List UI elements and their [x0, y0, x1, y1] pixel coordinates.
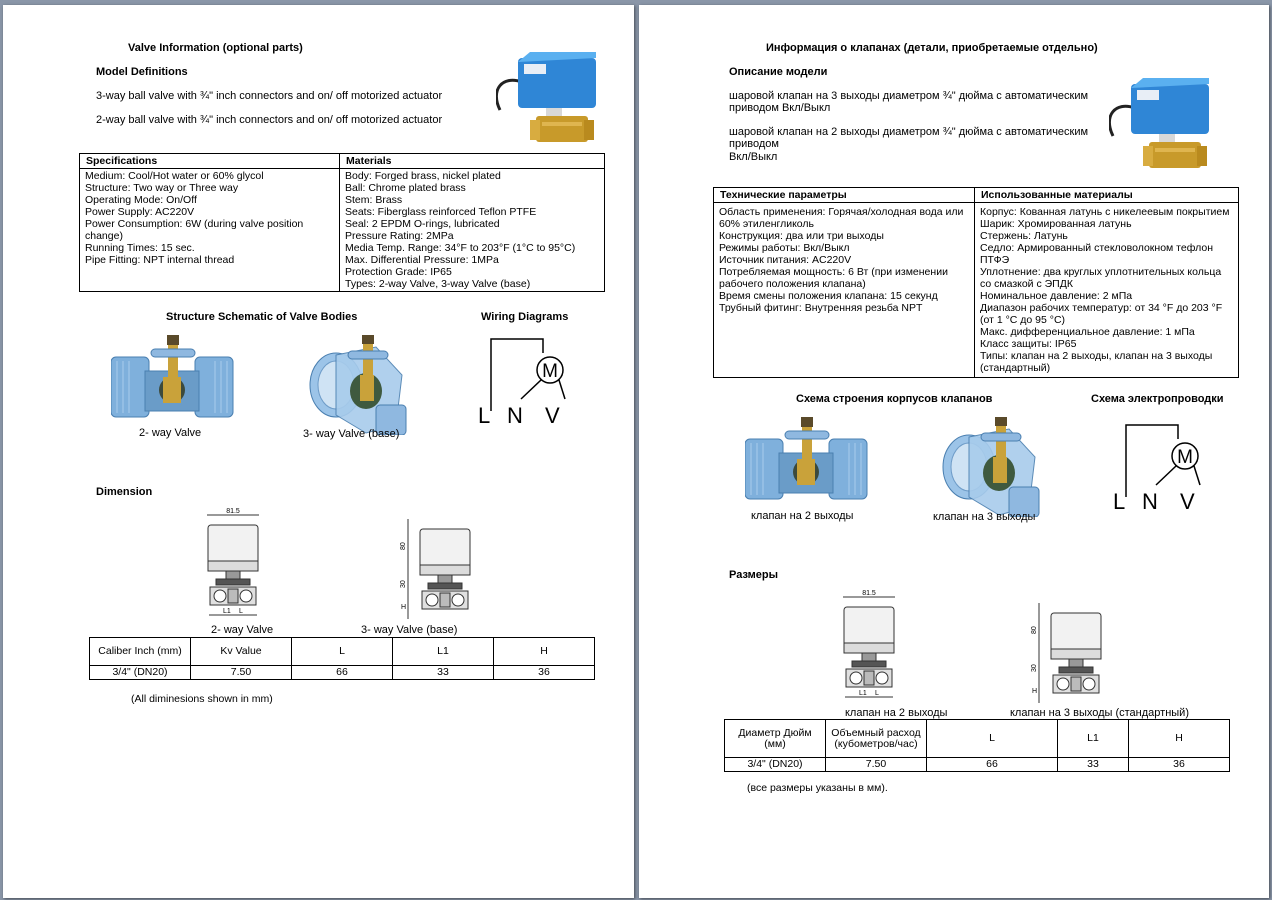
model-line: шаровой клапан на 3 выходы диаметром ¾" дюйма с автоматическим: [729, 90, 1089, 102]
material-item: Pressure Rating: 2MPa: [345, 230, 454, 242]
three-way-valve-image: [306, 335, 410, 435]
dimension-heading: Размеры: [729, 569, 779, 581]
dim-height-30-label: 30: [400, 580, 407, 588]
dim-header-l: L: [292, 638, 393, 666]
english-page: [3, 5, 634, 898]
spec-item: Источник питания: AC220V: [719, 254, 852, 266]
model-line: шаровой клапан на 2 выходы диаметром ¾" дюйма с автоматическим: [729, 126, 1089, 138]
dim-two-way-caption: клапан на 2 выходы: [845, 707, 948, 719]
material-item: Шарик: Хромированная латунь: [980, 218, 1132, 230]
dim-l1-label: L1: [223, 608, 231, 615]
dim-width-label: 81.5: [226, 508, 240, 515]
wiring-diagram: [473, 333, 573, 425]
material-item: Protection Grade: IP65: [345, 266, 452, 278]
wiring-label-n: N: [507, 403, 523, 425]
wiring-label-l: L: [478, 403, 491, 425]
spec-item: Pipe Fitting: NPT internal thread: [85, 254, 235, 266]
dim-h-label: H: [401, 604, 407, 611]
dim-h-label: H: [1032, 688, 1038, 695]
dim-header-caliber: Caliber Inch (mm): [90, 638, 191, 666]
page-title: Информация о клапанах (детали, приобретаемые отдельно): [766, 42, 1098, 54]
spec-item: Medium: Cool/Hot water or 60% glycol: [85, 170, 264, 182]
spec-item: Power Supply: AC220V: [85, 206, 195, 218]
three-way-caption: клапан на 3 выходы: [933, 511, 1036, 523]
model-definitions-heading: Model Definitions: [96, 66, 188, 78]
wiring-label-n: N: [1142, 489, 1158, 511]
two-way-dimension-drawing: [835, 587, 905, 705]
dim-three-way-caption: клапан на 3 выходы (стандартный): [1010, 707, 1189, 719]
specifications-header: Specifications: [80, 154, 340, 169]
dim-width-label: 81.5: [862, 590, 876, 597]
model-line: приводом: [729, 138, 779, 150]
dimension-note: (All diminesions shown in mm): [131, 693, 273, 705]
specifications-table: [713, 187, 1239, 378]
material-item: Seal: 2 EPDM O-rings, lubricated: [345, 218, 500, 230]
two-way-valve-image: [111, 335, 235, 425]
dim-cell: 66: [292, 666, 393, 680]
dimension-note: (все размеры указаны в мм).: [747, 782, 888, 794]
model-line: приводом Вкл/Выкл: [729, 102, 831, 114]
dim-l-label: L: [875, 690, 879, 697]
dim-header-caliber: Диаметр Дюйм (мм): [725, 720, 826, 758]
wiring-diagram: [1108, 419, 1208, 511]
dimension-table: [89, 637, 595, 680]
wiring-label-v: V: [545, 403, 560, 425]
material-item: Types: 2-way Valve, 3-way Valve (base): [345, 278, 531, 290]
dimension-table: [724, 719, 1230, 772]
three-way-dimension-drawing: [1029, 595, 1109, 711]
dim-height-30-label: 30: [1031, 664, 1038, 672]
dim-three-way-caption: 3- way Valve (base): [361, 624, 458, 636]
two-way-caption: 2- way Valve: [139, 427, 202, 439]
dim-header-l: L: [927, 720, 1058, 758]
wiring-title: Схема электропроводки: [1091, 393, 1224, 405]
three-way-caption: 3- way Valve (base): [303, 428, 400, 440]
material-item: Корпус: Кованная латунь с никелеевым покрытием: [980, 206, 1230, 218]
two-way-dimension-drawing: [199, 505, 269, 623]
dim-header-kv: Kv Value: [191, 638, 292, 666]
dim-cell: 36: [494, 666, 595, 680]
material-item: Уплотнение: два круглых уплотнительных кольца со смазкой с ЭПДК: [980, 266, 1222, 290]
material-item: Max. Differential Pressure: 1MPa: [345, 254, 499, 266]
materials-header: Materials: [340, 154, 605, 169]
dim-cell: 3/4" (DN20): [90, 666, 191, 680]
spec-item: Режимы работы: Вкл/Выкл: [719, 242, 850, 254]
russian-page: [639, 5, 1269, 898]
two-way-caption: клапан на 2 выходы: [751, 510, 854, 522]
dim-cell: 66: [927, 758, 1058, 772]
three-way-valve-image: [939, 417, 1043, 517]
motor-label: M: [1177, 447, 1193, 468]
two-way-valve-image: [745, 417, 869, 507]
material-item: Типы: клапан на 2 выходы, клапан на 3 выходы (стандартный): [980, 350, 1213, 374]
model-line: Вкл/Выкл: [729, 151, 778, 163]
material-item: Седло: Армированный стекловолокном тефлон ПТФЭ: [980, 242, 1213, 266]
dim-header-h: H: [494, 638, 595, 666]
dim-cell: 33: [1058, 758, 1129, 772]
dim-header-h: H: [1129, 720, 1230, 758]
actuator-valve-photo: [496, 43, 600, 155]
three-way-dimension-drawing: [398, 511, 478, 627]
spec-item: Structure: Two way or Three way: [85, 182, 239, 194]
page-title: Valve Information (optional parts): [128, 42, 303, 54]
dim-height-80-label: 80: [1031, 626, 1038, 634]
spec-item: Power Consumption: 6W (during valve position change): [85, 218, 304, 242]
wiring-label-l: L: [1113, 489, 1126, 511]
actuator-valve-photo: [1109, 69, 1213, 181]
material-item: Диапазон рабочих температур: от 34 °F до 203 °F (от 1 °C до 95 °C): [980, 302, 1223, 326]
dim-cell: 7.50: [191, 666, 292, 680]
material-item: Класс защиты: IP65: [980, 338, 1077, 350]
specifications-header: Технические параметры: [714, 188, 975, 203]
material-item: Номинальное давление: 2 мПа: [980, 290, 1133, 302]
dim-l-label: L: [239, 608, 243, 615]
dim-header-flow: Объемный расход (кубометров/час): [826, 720, 927, 758]
schematic-title: Схема строения корпусов клапанов: [796, 393, 993, 405]
material-item: Media Temp. Range: 34°F to 203°F (1°C to 95°C): [345, 242, 576, 254]
dim-l1-label: L1: [859, 690, 867, 697]
dim-header-l1: L1: [1058, 720, 1129, 758]
dim-header-l1: L1: [393, 638, 494, 666]
material-item: Макс. дифференциальное давление: 1 мПа: [980, 326, 1195, 338]
wiring-label-v: V: [1180, 489, 1195, 511]
schematic-title: Structure Schematic of Valve Bodies: [166, 311, 358, 323]
material-item: Ball: Chrome plated brass: [345, 182, 466, 194]
spec-item: Трубный фитинг: Внутренняя резьба NPT: [719, 302, 923, 314]
material-item: Стержень: Латунь: [980, 230, 1068, 242]
material-item: Stem: Brass: [345, 194, 403, 206]
specifications-table: [79, 153, 605, 292]
spec-item: Operating Mode: On/Off: [85, 194, 197, 206]
wiring-title: Wiring Diagrams: [481, 311, 569, 323]
spec-item: Конструкция: два или три выходы: [719, 230, 884, 242]
spec-item: Область применения: Горячая/холодная вода или 60% этиленгликоль: [719, 206, 964, 230]
model-line: 3-way ball valve with ¾" inch connectors and on/ off motorized actuator: [96, 90, 443, 102]
spec-item: Running Times: 15 sec.: [85, 242, 195, 254]
dim-cell: 36: [1129, 758, 1230, 772]
materials-header: Использованные материалы: [975, 188, 1239, 203]
dim-cell: 33: [393, 666, 494, 680]
motor-label: M: [542, 361, 558, 382]
material-item: Seats: Fiberglass reinforced Teflon PTFE: [345, 206, 537, 218]
dim-cell: 7.50: [826, 758, 927, 772]
model-line: 2-way ball valve with ¾" inch connectors and on/ off motorized actuator: [96, 114, 443, 126]
model-definitions-heading: Описание модели: [729, 66, 828, 78]
material-item: Body: Forged brass, nickel plated: [345, 170, 501, 182]
spec-item: Потребляемая мощность: 6 Вт (при изменении рабочего положения клапана): [719, 266, 948, 290]
dimension-heading: Dimension: [96, 486, 153, 498]
dim-two-way-caption: 2- way Valve: [211, 624, 274, 636]
dim-cell: 3/4" (DN20): [725, 758, 826, 772]
dim-height-80-label: 80: [400, 542, 407, 550]
spec-item: Время смены положения клапана: 15 секунд: [719, 290, 938, 302]
